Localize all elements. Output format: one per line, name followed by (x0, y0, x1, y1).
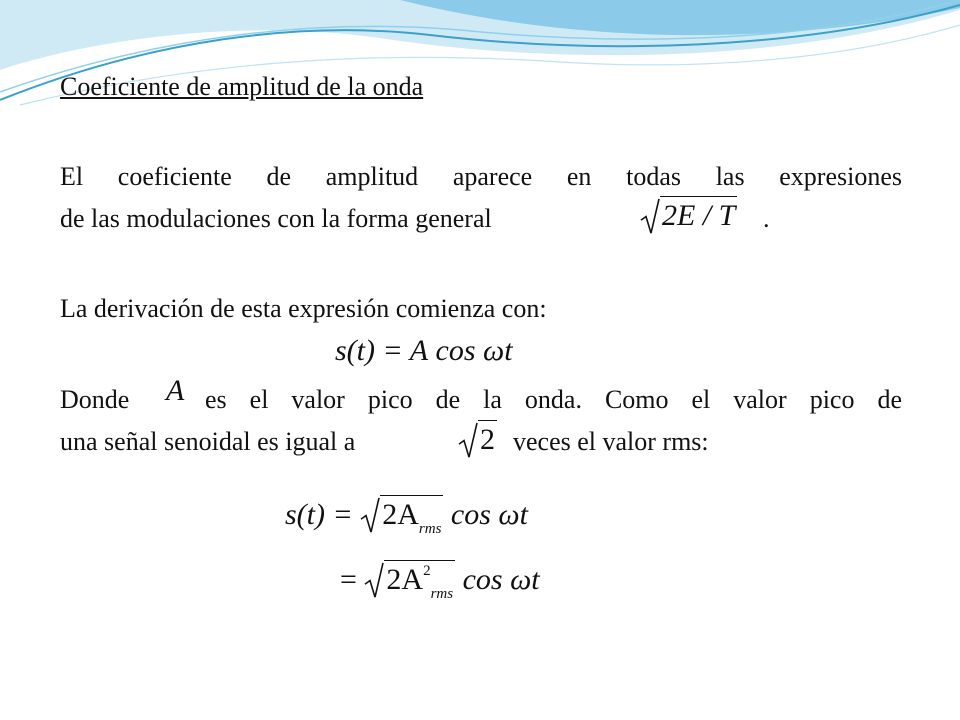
paragraph-3-line-2-end: veces el valor rms: (513, 427, 709, 456)
paragraph-3-line-1-rest: es el valor pico de la onda. Como el valor pico de (205, 385, 902, 414)
paragraph-2: La derivación de esta expresión comienza con: (60, 294, 547, 323)
sqrt-two-formula (458, 420, 497, 457)
paragraph-1-period: . (763, 204, 770, 233)
equation-3 (340, 560, 540, 602)
equation-2-subscript: rms (418, 521, 442, 537)
general-form-radicand: 2E / T (660, 196, 737, 233)
paragraph-1-line-1: El coeficiente de amplitud aparece en todas las expresiones (60, 162, 902, 191)
peak-variable: A (166, 374, 185, 407)
paragraph-3-line-2: una señal senoidal es igual a (60, 427, 356, 456)
equation-1-var: A (409, 334, 429, 367)
equation-2 (285, 495, 528, 537)
paragraph-1-line-2 (60, 202, 492, 235)
equation-2-coef: 2A (382, 498, 419, 531)
general-form-formula (640, 196, 737, 233)
equation-2-rhs: cos ωt (450, 498, 528, 531)
equation-3-superscript: 2 (423, 563, 431, 579)
equation-3-coef: 2A (386, 563, 424, 596)
paragraph-1-line-2-text: de las modulaciones con la forma general (60, 204, 492, 233)
equation-1-lhs: s(t) = (335, 334, 410, 367)
slide-title: Coeficiente de amplitud de la onda (60, 72, 424, 101)
equation-1 (335, 334, 513, 368)
equation-3-lhs: = (340, 563, 365, 596)
equation-3-rhs: cos ωt (462, 563, 540, 596)
equation-2-lhs: s(t) = (285, 498, 361, 531)
equation-3-subscript: rms (430, 586, 454, 602)
sqrt-two-radicand: 2 (478, 420, 497, 457)
paragraph-3-start: Donde (60, 385, 130, 414)
equation-1-rhs: cos ωt (435, 334, 513, 367)
